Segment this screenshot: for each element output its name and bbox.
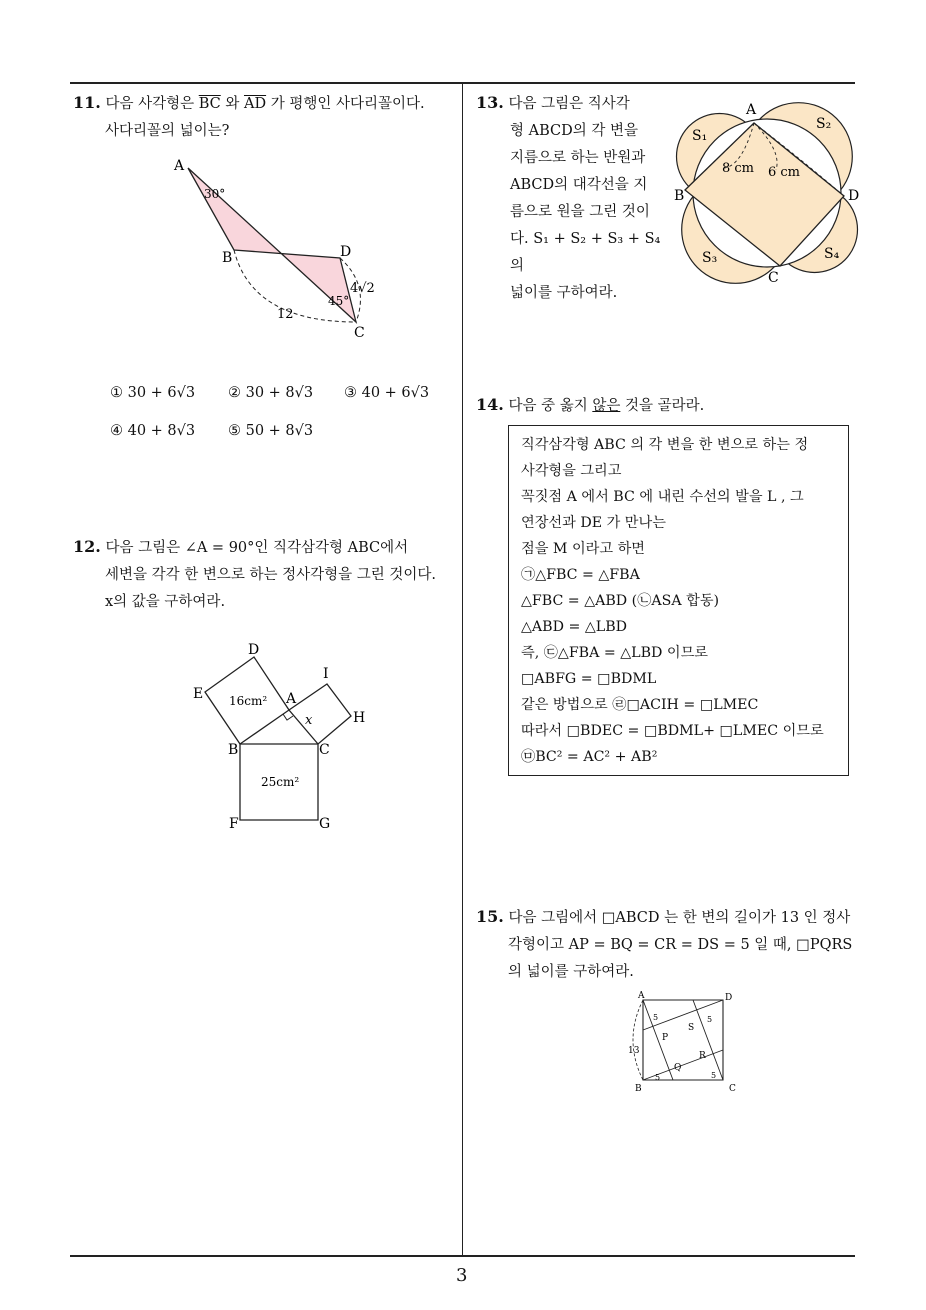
question-number: 14. — [476, 395, 504, 414]
label-d: D — [725, 993, 733, 1003]
proof-line: ㉤BC² = AC² + AB² — [521, 749, 658, 765]
question-12: 12. 다음 그림은 ∠A = 90°인 직각삼각형 ABC에서 세변을 각각 한 변으로 하는 정사각형을 그린 것이다. x의 값을 구하여라. — [73, 537, 437, 610]
label-d: D — [340, 244, 352, 260]
label-e: E — [193, 686, 204, 702]
label-a: A — [638, 991, 645, 1001]
label-r: R — [699, 1051, 706, 1061]
question-number: 12. — [73, 537, 101, 556]
label-c: C — [319, 742, 330, 758]
proof-line: □ABFG = □BDML — [521, 671, 657, 687]
length-12: 12 — [277, 307, 294, 322]
choice-1[interactable]: ① 30 + 6√3 — [110, 385, 196, 401]
proof-line: 사각형을 그리고 — [521, 463, 622, 479]
question-11: 11. 다음 사각형은 $\overline{BC}$ 와 $\overline{AD}$ 가 평행인 사다리꼴이다. 사다리꼴의 넓이는? — [73, 89, 458, 145]
proof-line: 같은 방법으로 ㉣□ACIH = □LMEC — [521, 697, 759, 713]
label-a: A — [286, 691, 297, 707]
proof-line: 따라서 □BDEC = □BDML+ □LMEC 이므로 — [521, 723, 824, 739]
column-divider — [462, 82, 463, 1257]
label-c: C — [768, 270, 779, 286]
angle-c: 45° — [328, 294, 350, 308]
area-16: 16cm² — [229, 694, 268, 708]
question-number: 13. — [476, 93, 504, 112]
label-b: B — [674, 188, 685, 204]
label-d: D — [248, 642, 260, 658]
label-i: I — [323, 666, 329, 682]
proof-line: 점을 M 이라고 하면 — [521, 541, 645, 557]
lune-figure — [672, 96, 868, 290]
page-number: 3 — [456, 1265, 468, 1286]
label-c: C — [729, 1084, 736, 1094]
choice-3[interactable]: ③ 40 + 6√3 — [344, 385, 430, 401]
length-5-bq: 5 — [655, 1073, 661, 1082]
pythagoras-figure — [185, 640, 385, 835]
square-figure — [625, 990, 745, 1098]
label-s4: S₄ — [824, 246, 840, 262]
segment-ad: $\overline{AD}$ — [243, 96, 267, 112]
choice-4[interactable]: ④ 40 + 8√3 — [110, 423, 196, 439]
trapezoid-figure — [160, 150, 400, 345]
label-s1: S₁ — [692, 128, 708, 144]
label-g: G — [319, 816, 331, 832]
label-a: A — [746, 102, 757, 118]
length-5-ap: 5 — [653, 1013, 659, 1022]
length-6cm: 6 cm — [768, 165, 801, 180]
angle-a: 30° — [204, 187, 226, 201]
label-d: D — [848, 188, 860, 204]
length-5-ds: 5 — [707, 1015, 713, 1024]
length-8cm: 8 cm — [722, 161, 755, 176]
label-b: B — [635, 1084, 642, 1094]
label-h: H — [353, 710, 366, 726]
length-4root2: 4√2 — [350, 281, 375, 296]
question-text: 사다리꼴의 넓이는? — [105, 123, 230, 139]
length-13: 13 — [628, 1046, 640, 1056]
question-number: 15. — [476, 907, 504, 926]
choice-5[interactable]: ⑤ 50 + 8√3 — [228, 423, 314, 439]
proof-line: △FBC = △ABD (㉡ASA 합동) — [521, 593, 720, 609]
label-f: F — [229, 816, 239, 832]
label-x: x — [305, 713, 313, 728]
label-b: B — [228, 742, 239, 758]
label-a: A — [174, 158, 185, 174]
proof-line: ㉠△FBC = △FBA — [521, 567, 640, 583]
question-15: 15. 다음 그림에서 □ABCD 는 한 변의 길이가 13 인 정사 각형이고 AP = BQ = CR = DS = 5 일 때, □PQRS 의 넓이를 구하여라. — [476, 907, 853, 980]
label-b: B — [222, 250, 233, 266]
label-q: Q — [674, 1063, 682, 1073]
question-13: 13. 다음 그림은 직사각 형 ABCD의 각 변을 지름으로 하는 반원과 ABCD의 대각선을 지 름으로 원을 그린 것이 다. S₁ + S₂ + S₃ + S₄ 의 넓이를 구하여라. — [476, 93, 661, 301]
bottom-rule — [70, 1255, 855, 1257]
question-number: 11. — [73, 93, 101, 112]
label-c: C — [354, 325, 365, 341]
label-s2: S₂ — [816, 116, 832, 132]
label-s3: S₃ — [702, 250, 718, 266]
area-25: 25cm² — [261, 775, 300, 789]
proof-line: 꼭짓점 A 에서 BC 에 내린 수선의 발을 L , 그 — [521, 489, 804, 505]
length-5-cr: 5 — [711, 1071, 717, 1080]
proof-line: △ABD = △LBD — [521, 619, 627, 635]
proof-line: 연장선과 DE 가 만나는 — [521, 515, 666, 531]
proof-line: 즉, ㉢△FBA = △LBD 이므로 — [521, 645, 709, 661]
label-p: P — [662, 1033, 669, 1043]
proof-box — [508, 425, 849, 776]
segment-bc: $\overline{BC}$ — [198, 96, 221, 112]
proof-line: 직각삼각형 ABC 의 각 변을 한 변으로 하는 정 — [521, 437, 809, 453]
choice-2[interactable]: ② 30 + 8√3 — [228, 385, 314, 401]
label-s: S — [688, 1023, 695, 1033]
underlined-word: 않은 — [592, 398, 621, 414]
question-14: 14. 다음 중 옳지 않은 것을 골라라. — [476, 395, 705, 414]
